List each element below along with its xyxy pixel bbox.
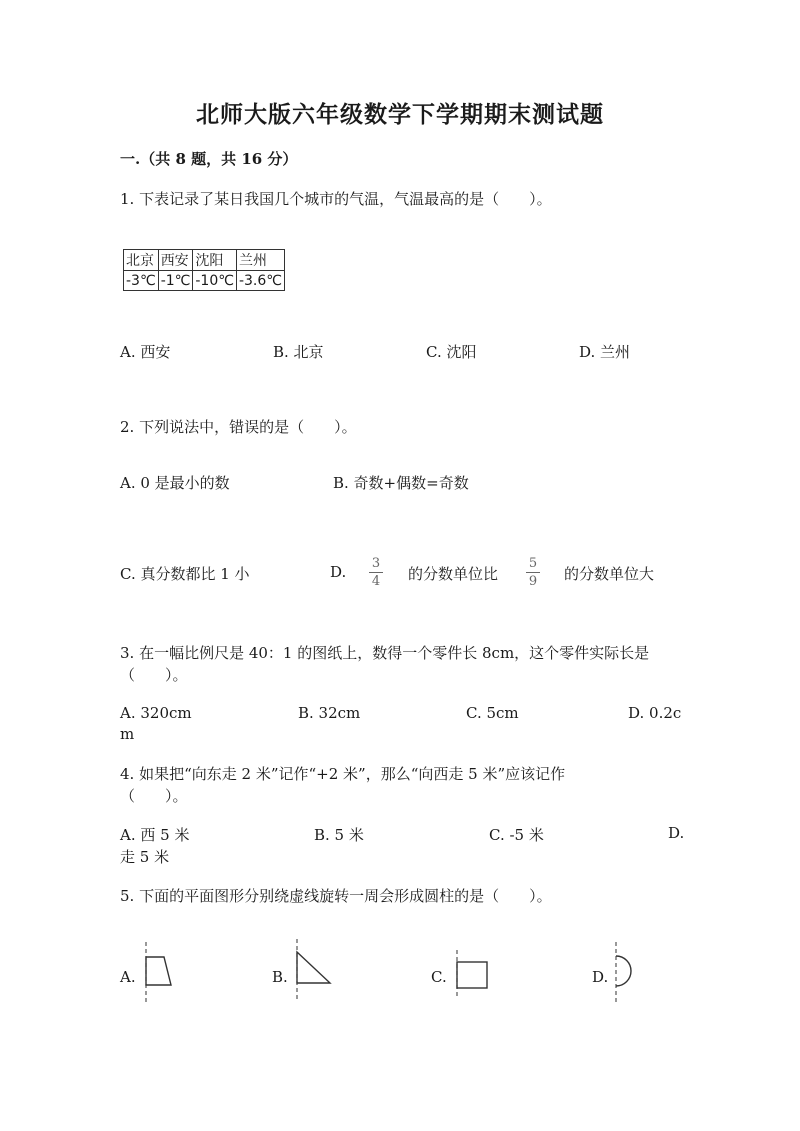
table-cell: 北京 — [124, 250, 159, 271]
fraction-bar — [369, 572, 383, 573]
option-b[interactable]: B. 5 米 — [314, 826, 364, 844]
option-d[interactable]: D. 0.2c — [628, 704, 682, 722]
option-b[interactable]: B. 奇数+偶数=奇数 — [333, 474, 469, 492]
option-d-text-2: 的分数单位大 — [564, 565, 655, 583]
semicircle-figure — [608, 940, 640, 1004]
option-d-wrap: 走 5 米 — [120, 848, 170, 866]
option-b-label[interactable]: B. — [272, 968, 288, 986]
fraction-3-4 — [369, 556, 383, 589]
option-a[interactable]: A. 320cm — [120, 704, 192, 722]
option-c[interactable]: C. 真分数都比 1 小 — [120, 565, 250, 583]
option-a[interactable]: A. 西安 — [120, 343, 171, 361]
fraction-denominator: 4 — [371, 574, 381, 589]
option-b[interactable]: B. 北京 — [273, 343, 324, 361]
triangle-figure — [290, 937, 334, 1003]
option-d[interactable]: D. — [668, 824, 685, 842]
trapezoid-figure — [140, 940, 180, 1004]
fraction-denominator: 9 — [528, 574, 538, 589]
option-c[interactable]: C. -5 米 — [489, 826, 544, 844]
fraction-numerator: 3 — [371, 556, 381, 571]
question-2-stem: 2. 下列说法中，错误的是（ ）。 — [120, 418, 357, 436]
question-3-stem-continued: （ ）。 — [120, 666, 188, 684]
page-title: 北师大版六年级数学下学期期末测试题 — [196, 101, 604, 128]
option-d-text-1: 的分数单位比 — [408, 565, 499, 583]
table-cell: 沈阳 — [193, 250, 237, 271]
question-1-stem: 1. 下表记录了某日我国几个城市的气温，气温最高的是（ ）。 — [120, 190, 552, 208]
table-row — [124, 250, 285, 271]
question-3-stem: 3. 在一幅比例尺是 40：1 的图纸上，数得一个零件长 8cm，这个零件实际长是 — [120, 644, 650, 662]
table-cell: -1℃ — [158, 271, 193, 291]
option-a[interactable]: A. 西 5 米 — [120, 826, 190, 844]
table-cell: 兰州 — [236, 250, 284, 271]
section-header: 一.（共 8 题，共 16 分） — [120, 150, 298, 168]
option-d-label[interactable]: D. — [592, 968, 609, 986]
question-4-stem: 4. 如果把“向东走 2 米”记作“+2 米”，那么“向西走 5 米”应该记作 — [120, 765, 566, 783]
table-cell: 西安 — [158, 250, 193, 271]
option-d[interactable]: D. 兰州 — [579, 343, 631, 361]
option-c[interactable]: C. 5cm — [466, 704, 519, 722]
question-5-stem: 5. 下面的平面图形分别绕虚线旋转一周会形成圆柱的是（ ）。 — [120, 887, 552, 905]
table-cell: -10℃ — [193, 271, 237, 291]
option-c[interactable]: C. 沈阳 — [426, 343, 477, 361]
rectangle-figure — [451, 948, 491, 998]
option-d-label[interactable]: D. — [330, 563, 347, 581]
table-row — [124, 271, 285, 291]
fraction-bar — [526, 572, 540, 573]
table-cell: -3.6℃ — [236, 271, 284, 291]
fraction-5-9 — [526, 556, 540, 589]
fraction-numerator: 5 — [528, 556, 538, 571]
option-a-label[interactable]: A. — [120, 968, 136, 986]
temperature-table — [123, 249, 285, 291]
table-cell: -3℃ — [124, 271, 159, 291]
option-a[interactable]: A. 0 是最小的数 — [120, 474, 230, 492]
option-c-label[interactable]: C. — [431, 968, 447, 986]
option-d-wrap: m — [120, 725, 135, 743]
option-b[interactable]: B. 32cm — [298, 704, 361, 722]
question-4-stem-continued: （ ）。 — [120, 787, 188, 805]
